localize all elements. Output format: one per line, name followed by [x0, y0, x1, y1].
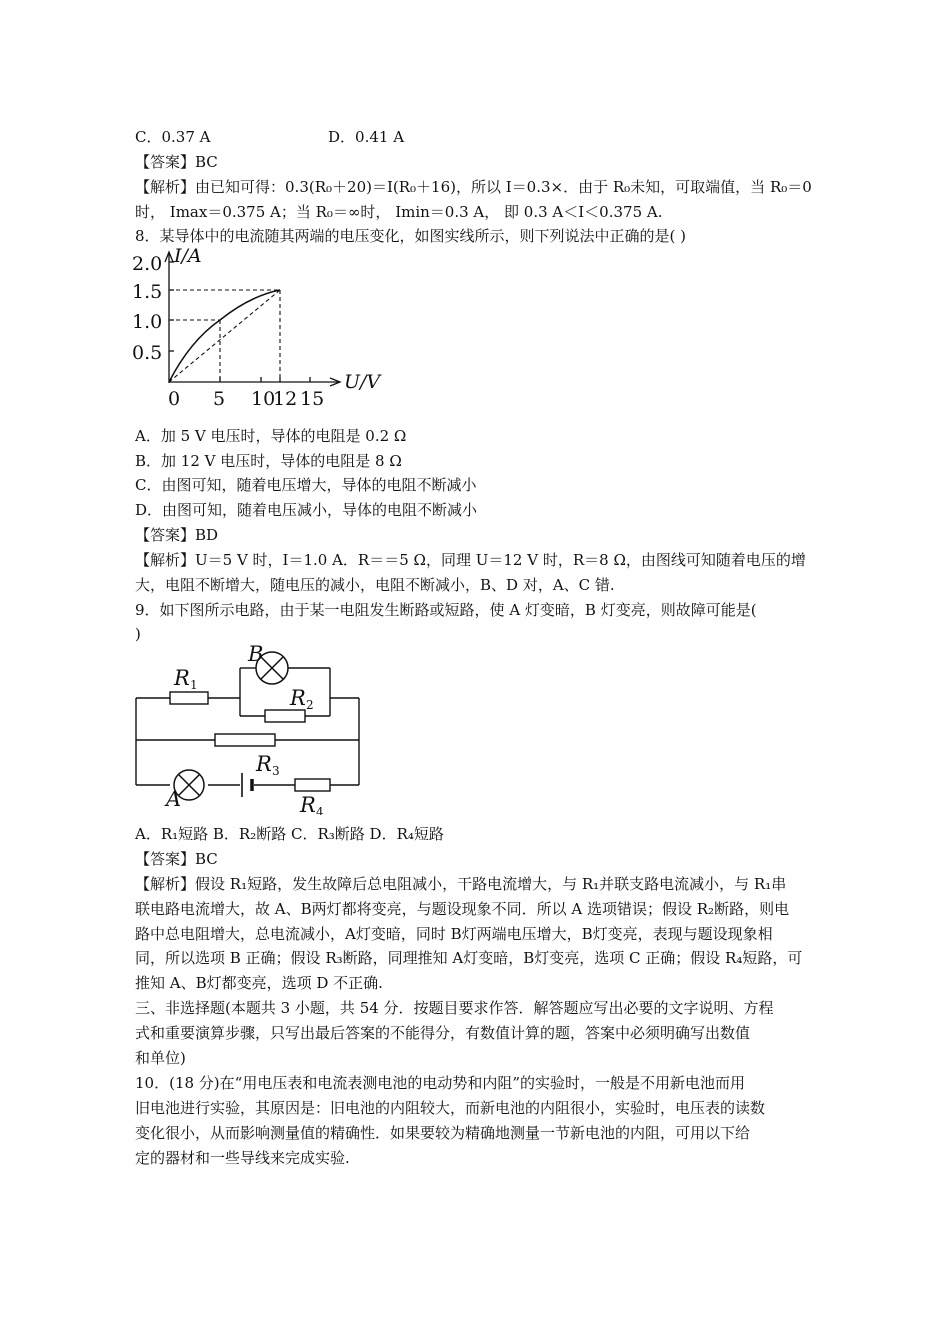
- label-r2-sub: 2: [306, 698, 314, 712]
- resistor-middle: [215, 734, 275, 746]
- x-tick-15: 15: [300, 388, 325, 406]
- q10-line-1: 10．(18 分)在“用电压表和电流表测电池的电动势和内阻”的实验时，一般是不用新电池而用: [135, 1074, 745, 1092]
- q8-option-a: A．加 5 V 电压时，导体的电阻是 0.2 Ω: [135, 427, 407, 445]
- resistor-r4: [295, 779, 330, 791]
- y-tick-0.5: 0.5: [132, 342, 163, 364]
- q10-line-2: 旧电池进行实验，其原因是：旧电池的内阻较大，而新电池的内阻很小，实验时，电压表的读数: [135, 1099, 766, 1117]
- y-tick-2.0: 2.0: [132, 253, 163, 275]
- q7-analysis-line-1: 【解析】由已知可得：0.3(R₀＋20)＝I(R₀＋16)，所以 I＝0.3×．由于 R₀未知，可取端值，当 R₀＝0: [135, 178, 812, 196]
- q8-iu-graph: [130, 246, 390, 406]
- label-r1: R: [174, 666, 190, 690]
- label-r2: R: [290, 686, 306, 710]
- label-a: A: [166, 787, 182, 811]
- x-tick-5: 5: [213, 388, 226, 406]
- section3-heading-line-1: 三、非选择题(本题共 3 小题，共 54 分．按题目要求作答．解答题应写出必要的文字说明、方程: [135, 999, 774, 1017]
- q8-stem: 8．某导体中的电流随其两端的电压变化，如图实线所示，则下列说法中正确的是( ): [135, 227, 687, 245]
- x-tick-12: 12: [273, 388, 298, 406]
- section3-heading-line-2: 式和重要演算步骤，只写出最后答案的不能得分，有数值计算的题，答案中必须明确写出数值: [135, 1024, 751, 1042]
- q9-answer: 【答案】BC: [135, 850, 218, 868]
- label-b: B: [248, 642, 264, 666]
- y-tick-1.5: 1.5: [132, 281, 163, 303]
- label-r3: R: [256, 752, 272, 776]
- q8-analysis-line-1: 【解析】U＝5 V 时，I＝1.0 A．R＝＝5 Ω，同理 U＝12 V 时，R＝8 Ω，由图线可知随着电压的增: [135, 551, 806, 569]
- x-tick-0: 0: [168, 388, 181, 406]
- section3-heading-line-3: 和单位): [135, 1049, 186, 1067]
- q8-option-c: C．由图可知，随着电压增大，导体的电阻不断减小: [135, 476, 477, 494]
- q10-line-3: 变化很小，从而影响测量值的精确性．如果要较为精确地测量一节新电池的内阻，可用以下给: [135, 1124, 751, 1142]
- label-r3-sub: 3: [272, 764, 280, 778]
- y-axis-label: I/A: [174, 246, 202, 267]
- label-r4: R: [300, 793, 316, 815]
- q7-answer: 【答案】BC: [135, 153, 218, 171]
- x-axis-label: U/V: [344, 371, 381, 393]
- x-tick-10: 10: [251, 388, 276, 406]
- q7-analysis-line-2: 时， Imax＝0.375 A；当 R₀＝∞时， Imin＝0.3 A， 即 0.3 A＜I＜0.375 A.: [135, 203, 663, 221]
- q8-option-d: D．由图可知，随着电压减小，导体的电阻不断减小: [135, 501, 478, 519]
- q9-options: A．R₁短路 B．R₂断路 C．R₃断路 D．R₄短路: [135, 825, 444, 843]
- resistor-r2: [265, 710, 305, 722]
- q9-analysis-line-4: 同，所以选项 B 正确；假设 R₃断路，同理推知 A灯变暗，B灯变亮，选项 C 正确；假设 R₄短路，可: [135, 949, 803, 967]
- q9-analysis-line-1: 【解析】假设 R₁短路，发生故障后总电阻减小，干路电流增大，与 R₁并联支路电流减小，与 R₁串: [135, 875, 787, 893]
- q8-option-b: B．加 12 V 电压时，导体的电阻是 8 Ω: [135, 452, 402, 470]
- q9-stem-line-1: 9．如下图所示电路，由于某一电阻发生断路或短路，使 A 灯变暗，B 灯变亮，则故障可能是(: [135, 601, 757, 619]
- dashed-diagonal: [169, 290, 280, 382]
- battery: [242, 773, 252, 797]
- q7-option-c: C．0.37 A: [135, 128, 211, 146]
- q9-stem-line-2: ): [135, 625, 141, 643]
- y-tick-1.0: 1.0: [132, 311, 163, 333]
- label-r4-sub: 4: [316, 805, 324, 815]
- q10-line-4: 定的器材和一些导线来完成实验.: [135, 1149, 350, 1167]
- q9-analysis-line-2: 联电路电流增大，故 A、B两灯都将变亮，与题设现象不同．所以 A 选项错误；假设 R₂断路，则电: [135, 900, 790, 918]
- q9-analysis-line-5: 推知 A、B灯都变亮，选项 D 不正确.: [135, 974, 383, 992]
- q9-circuit-diagram: [130, 640, 370, 815]
- q8-analysis-line-2: 大，电阻不断增大，随电压的减小，电阻不断减小，B、D 对，A、C 错.: [135, 576, 615, 594]
- resistor-r1: [170, 692, 208, 704]
- label-r1-sub: 1: [190, 678, 198, 692]
- q8-answer: 【答案】BD: [135, 526, 219, 544]
- q9-analysis-line-3: 路中总电阻增大，总电流减小，A灯变暗，同时 B灯两端电压增大，B灯变亮，表现与题设现象相: [135, 925, 773, 943]
- q7-option-d: D．0.41 A: [328, 128, 405, 146]
